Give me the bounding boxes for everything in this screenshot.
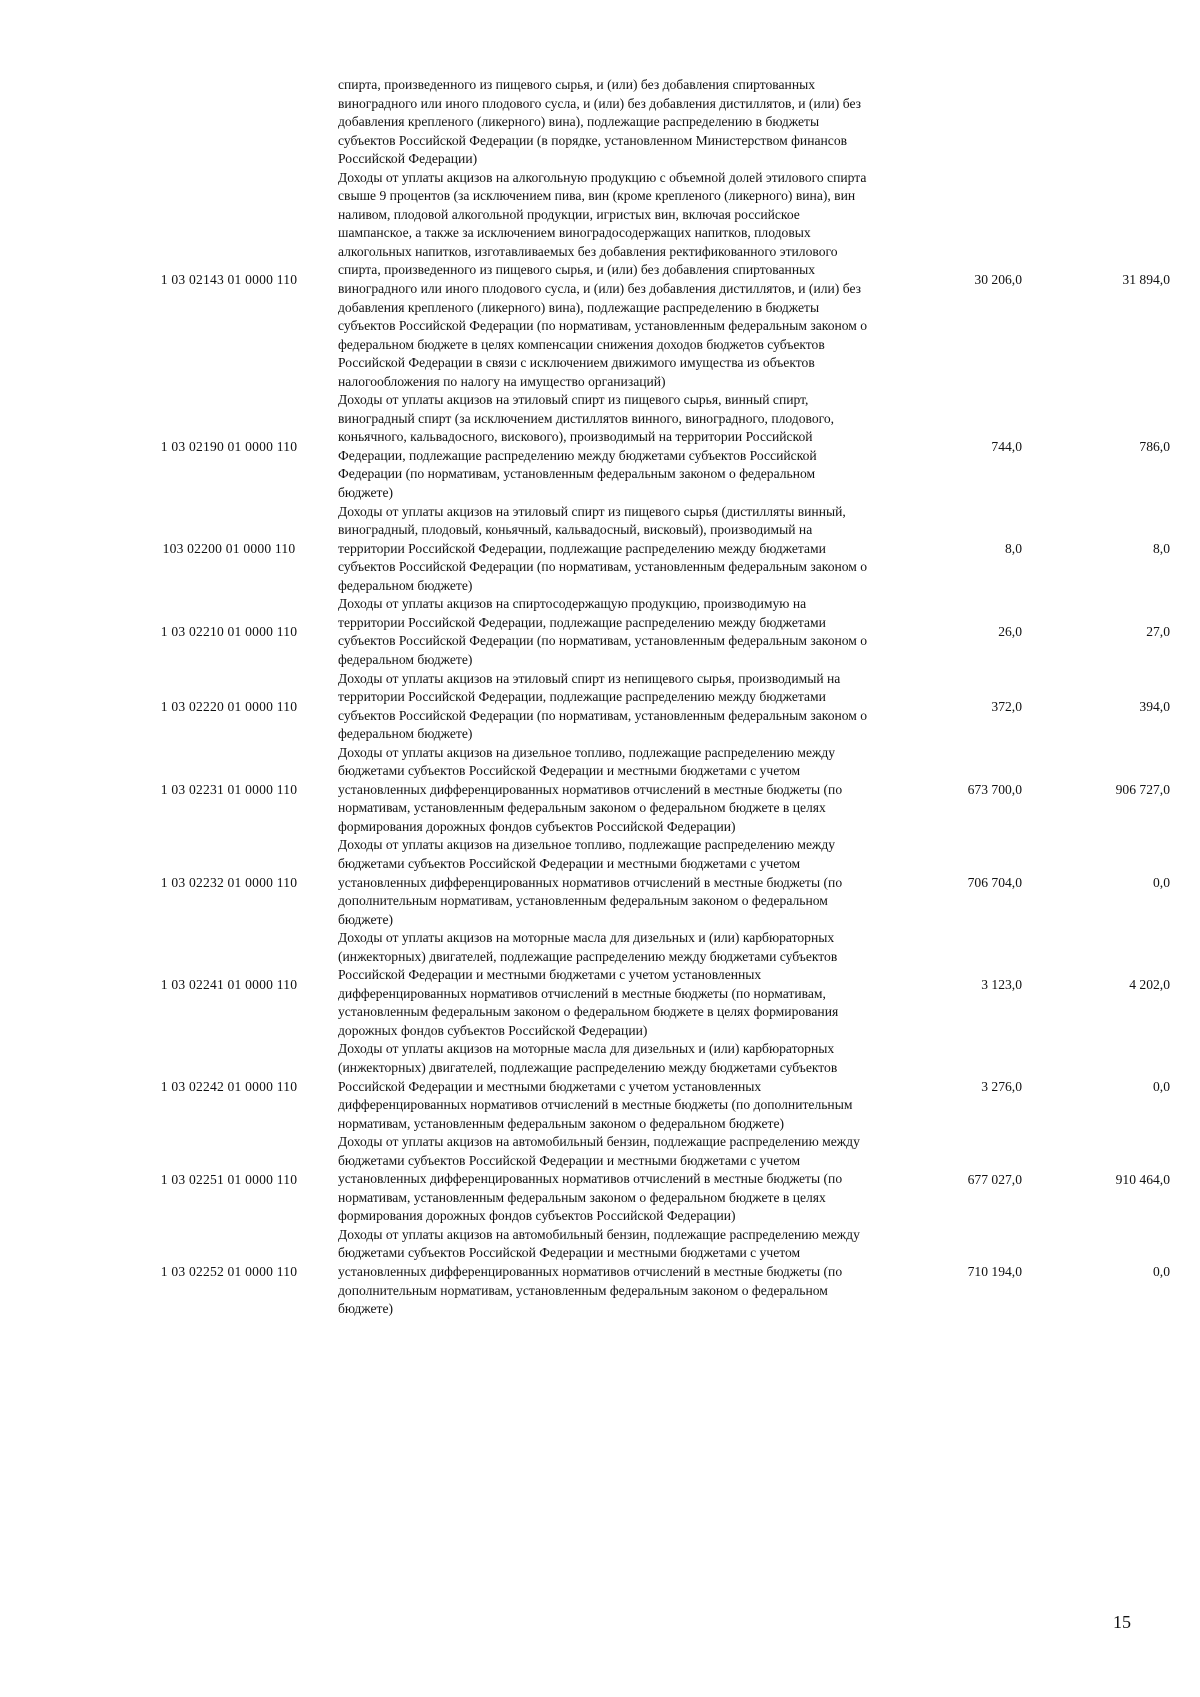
amount-year-1: 30 206,0 bbox=[974, 272, 1022, 288]
revenue-description: Доходы от уплаты акцизов на моторные масла для дизельных и (или) карбюраторных (инжекторных) двигателей, подлежащие распределению между бюджетами субъектов Российской Федерации и местными бюджетами с учетом установленных дифференцированных нормативов отчислений в местные бюджеты (по нормативам, установленным федеральным законом о федеральном бюджете в целях формирования дорожных фондов субъектов Российской Федерации) bbox=[338, 930, 839, 1038]
amount-year-2: 0,0 bbox=[1153, 1078, 1170, 1094]
revenue-code: 1 03 02232 01 0000 110 bbox=[160, 874, 298, 890]
revenue-description: Доходы от уплаты акцизов на моторные масла для дизельных и (или) карбюраторных (инжекторных) двигателей, подлежащие распределению между бюджетами субъектов Российской Федерации и местными бюджетами с учетом установленных дифференцированных нормативов отчислений в местные бюджеты (по дополнительным нормативам, установленным федеральным законом о федеральном бюджете) bbox=[338, 1041, 853, 1131]
amount-year-2: 786,0 bbox=[1139, 438, 1170, 454]
amount-year-2: 4 202,0 bbox=[1129, 976, 1170, 992]
revenue-description: Доходы от уплаты акцизов на этиловый спирт из пищевого сырья (дистилляты винный, виноградный, плодовый, коньячный, кальвадосный, висковый), производимый на территории Российской Федерации, подлежащие распределению между бюджетами субъектов Российской Федерации (по нормативам, установленным федеральным законом о федеральном бюджете) bbox=[338, 503, 868, 593]
revenue-description: Доходы от уплаты акцизов на этиловый спирт из пищевого сырья, винный спирт, виноградный спирт (за исключением дистиллятов винного, виноградного, плодового, коньячного, кальвадосного, вискового), производимый на территории Российской Федерации, подлежащие распределению между бюджетами субъектов Российской Федерации (по нормативам, установленным федеральным законом о федеральном бюджете) bbox=[338, 392, 835, 501]
table-row bbox=[120, 391, 1180, 502]
revenue-description: Доходы от уплаты акцизов на спиртосодержащую продукцию, производимую на территории Российской Федерации, подлежащие распределению между бюджетами субъектов Российской Федерации (по нормативам, установленным федеральным законом о федеральном бюджете) bbox=[338, 596, 868, 667]
revenue-code: 1 03 02231 01 0000 110 bbox=[160, 782, 298, 798]
revenue-description: Доходы от уплаты акцизов на алкогольную продукцию с объемной долей этилового спирта свыше 9 процентов (за исключением пива, вин (кроме крепленого (ликерного) вина), вин наливом, плодовой алкогольной продукции, игристых вин, включая российское шампанское, а также за исключением виноградосодержащих напитков, плодовых алкогольных напитков, изготавливаемых без добавления ректификованного этилового спирта, произведенного из пищевого сырья, и (или) без добавления спиртованных виноградного или иного плодового сусла, и (или) без добавления дистиллятов, и (или) без добавления крепленого (ликерного) вина), подлежащие распределению в бюджеты субъектов Российской Федерации (по нормативам, установленным федеральным законом о федеральном бюджете в целях компенсации снижения доходов бюджетов субъектов Российской Федерации в связи с исключением движимого имущества из объектов налогообложения по налогу на имущество организаций) bbox=[338, 169, 868, 389]
revenue-code: 1 03 02143 01 0000 110 bbox=[160, 272, 298, 288]
amount-year-1: 3 123,0 bbox=[981, 976, 1022, 992]
revenue-code: 1 03 02210 01 0000 110 bbox=[160, 624, 298, 640]
amount-year-2: 910 464,0 bbox=[1115, 1171, 1170, 1187]
revenue-description: Доходы от уплаты акцизов на автомобильный бензин, подлежащие распределению между бюджетами субъектов Российской Федерации и местными бюджетами с учетом установленных дифференцированных нормативов отчислений в местные бюджеты (по нормативам, установленным федеральным законом о федеральном бюджете в целях формирования дорожных фондов субъектов Российской Федерации) bbox=[338, 1134, 860, 1224]
table-row bbox=[120, 744, 1180, 837]
amount-year-1: 744,0 bbox=[991, 438, 1022, 454]
revenue-description: Доходы от уплаты акцизов на дизельное топливо, подлежащие распределению между бюджетами субъектов Российской Федерации и местными бюджетами с учетом установленных дифференцированных нормативов отчислений в местные бюджеты (по нормативам, установленным федеральным законом о федеральном бюджете в целях формирования дорожных фондов субъектов Российской Федерации) bbox=[338, 744, 843, 834]
table-row bbox=[120, 836, 1180, 929]
amount-year-1: 8,0 bbox=[1005, 540, 1022, 556]
revenue-description: Доходы от уплаты акцизов на этиловый спирт из непищевого сырья, производимый на территории Российской Федерации, подлежащие распределению между бюджетами субъектов Российской Федерации (по нормативам, установленным федеральным законом о федеральном бюджете) bbox=[338, 670, 868, 742]
table-row bbox=[120, 929, 1180, 1040]
revenue-code: 1 03 02220 01 0000 110 bbox=[160, 698, 298, 714]
amount-year-1: 372,0 bbox=[991, 698, 1022, 714]
revenue-code: 103 02200 01 0000 110 bbox=[162, 540, 296, 556]
continued-description: спирта, произведенного из пищевого сырья, и (или) без добавления спиртованных виноградного или иного плодового сусла, и (или) без добавления дистиллятов, и (или) без добавления крепленого (ликерного) вина), подлежащие распределению в бюджеты субъектов Российской Федерации (в порядке, установленном Министерством финансов Российской Федерации) bbox=[338, 77, 862, 167]
table-row bbox=[120, 503, 1180, 596]
amount-year-1: 26,0 bbox=[998, 624, 1022, 640]
table-row bbox=[120, 595, 1180, 669]
revenue-table bbox=[120, 76, 1180, 1319]
revenue-code: 1 03 02241 01 0000 110 bbox=[160, 976, 298, 992]
table-row bbox=[120, 1133, 1180, 1226]
table-row bbox=[120, 1226, 1180, 1319]
revenue-code: 1 03 02242 01 0000 110 bbox=[160, 1078, 298, 1094]
table-row bbox=[120, 1040, 1180, 1133]
amount-year-1: 710 194,0 bbox=[967, 1264, 1022, 1280]
page-number: 15 bbox=[1113, 1612, 1131, 1632]
table-row bbox=[120, 169, 1180, 392]
amount-year-2: 8,0 bbox=[1153, 540, 1170, 556]
revenue-code: 1 03 02252 01 0000 110 bbox=[160, 1264, 298, 1280]
amount-year-2: 0,0 bbox=[1153, 1264, 1170, 1280]
amount-year-2: 0,0 bbox=[1153, 874, 1170, 890]
amount-year-2: 394,0 bbox=[1139, 698, 1170, 714]
amount-year-1: 706 704,0 bbox=[967, 874, 1022, 890]
amount-year-2: 906 727,0 bbox=[1115, 782, 1170, 798]
amount-year-2: 27,0 bbox=[1146, 624, 1170, 640]
amount-year-2: 31 894,0 bbox=[1122, 272, 1170, 288]
amount-year-1: 3 276,0 bbox=[981, 1078, 1022, 1094]
revenue-code: 1 03 02251 01 0000 110 bbox=[160, 1171, 298, 1187]
amount-year-1: 677 027,0 bbox=[967, 1171, 1022, 1187]
table-row bbox=[120, 670, 1180, 744]
revenue-description: Доходы от уплаты акцизов на автомобильный бензин, подлежащие распределению между бюджетами субъектов Российской Федерации и местными бюджетами с учетом установленных дифференцированных нормативов отчислений в местные бюджеты (по дополнительным нормативам, установленным федеральным законом о федеральном бюджете) bbox=[338, 1226, 860, 1317]
amount-year-1: 673 700,0 bbox=[967, 782, 1022, 798]
revenue-code: 1 03 02190 01 0000 110 bbox=[160, 438, 298, 454]
revenue-description: Доходы от уплаты акцизов на дизельное топливо, подлежащие распределению между бюджетами субъектов Российской Федерации и местными бюджетами с учетом установленных дифференцированных нормативов отчислений в местные бюджеты (по дополнительным нормативам, установленным федеральным законом о федеральном бюджете) bbox=[338, 837, 843, 927]
